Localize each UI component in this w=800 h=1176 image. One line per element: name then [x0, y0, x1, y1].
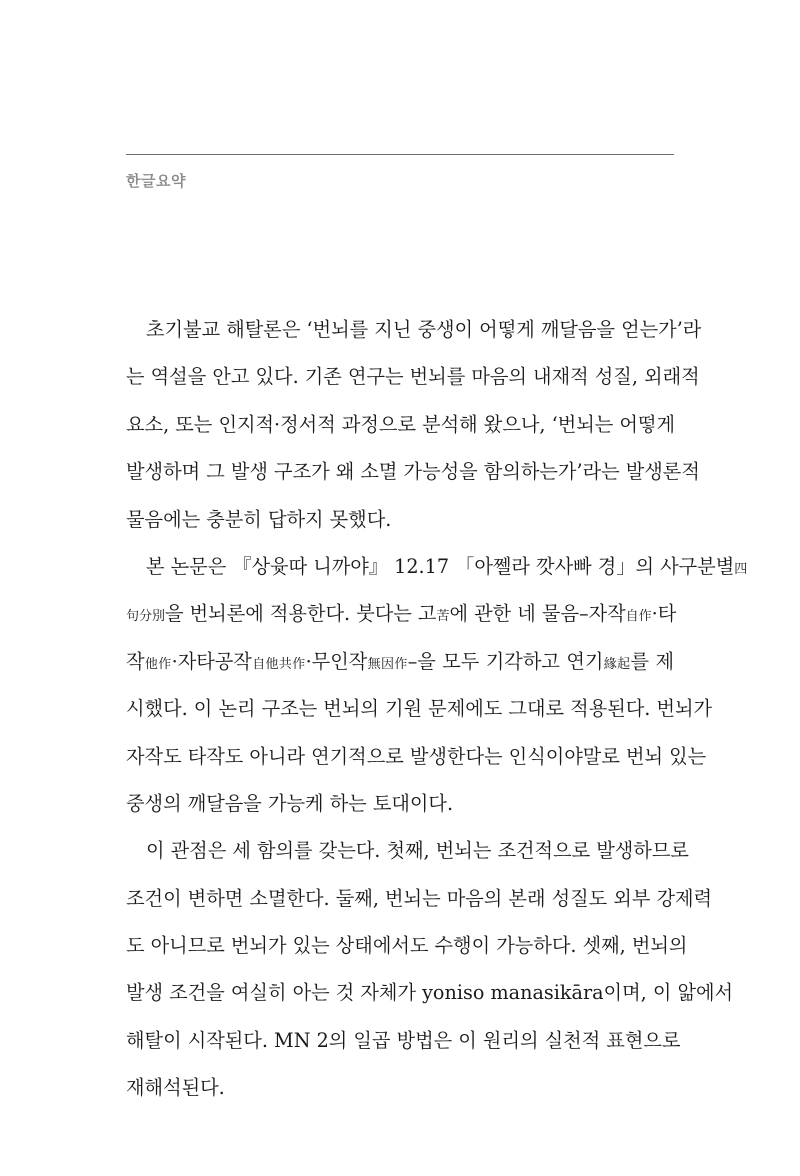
hanja-annotation: 他作 [144, 656, 172, 672]
text-line: 재해석된다. [126, 1076, 225, 1100]
text-segment: –을 모두 기각하고 연기 [407, 649, 604, 673]
text-line: 시했다. 이 논리 구조는 번뇌의 기원 문제에도 그대로 적용된다. 번뇌가 [126, 697, 713, 721]
hanja-annotation: 無因作 [367, 656, 408, 672]
text-line [126, 590, 677, 637]
text-line: 발생 조건을 여실히 아는 것 자체가 yoniso manasikāra이며, 이 앎에서 [126, 981, 734, 1005]
hanja-annotation: 四 [734, 561, 748, 577]
text-line [126, 543, 748, 590]
text-line: 조건이 변하면 소멸한다. 둘째, 번뇌는 마음의 본래 성질도 외부 강제력 [126, 886, 713, 910]
text-segment: 본 논문은 『상윳따 니까야』 12.17 「아쩰라 깟사빠 경」의 사구분별 [146, 554, 735, 578]
text-segment: 을 번뇌론에 적용한다. 붓다는 고 [165, 602, 437, 626]
text-segment: ·무인작 [305, 649, 368, 673]
hanja-annotation: 苦 [436, 609, 450, 625]
hanja-annotation: 自他共作 [251, 656, 306, 672]
text-line: 자작도 타작도 아니라 연기적으로 발생한다는 인식이야말로 번뇌 있는 [126, 744, 707, 768]
abstract-body [126, 306, 748, 1112]
text-segment: ·타 [651, 602, 677, 626]
text-line: 중생의 깨달음을 가능케 하는 토대이다. [126, 791, 454, 815]
hanja-annotation: 句分別 [126, 609, 166, 625]
header-rule [126, 154, 674, 155]
text-line: 초기불교 해탈론은 ‘번뇌를 지닌 중생이 어떻게 깨달음을 얻는가’라 [146, 318, 702, 341]
text-segment: 에 관한 네 물음–자작 [449, 602, 626, 626]
text-line: 발생하며 그 발생 구조가 왜 소멸 가능성을 함의하는가’라는 발생론적 [126, 460, 700, 484]
text-segment: ·자타공작 [171, 649, 252, 673]
text-line: 물음에는 충분히 답하지 못했다. [126, 507, 392, 531]
hanja-annotation: 自作 [625, 609, 652, 625]
hanja-annotation: 緣起 [603, 656, 631, 672]
text-segment: 작 [126, 649, 145, 673]
section-label: 한글요약 [126, 172, 186, 190]
text-line [126, 638, 674, 685]
text-line: 도 아니므로 번뇌가 있는 상태에서도 수행이 가능하다. 셋째, 번뇌의 [126, 934, 688, 958]
text-line: 는 역설을 안고 있다. 기존 연구는 번뇌를 마음의 내재적 성질, 외래적 [126, 365, 700, 389]
text-line: 요소, 또는 인지적·정서적 과정으로 분석해 왔으나, ‘번뇌는 어떻게 [126, 412, 676, 436]
text-line: 이 관점은 세 함의를 갖는다. 첫째, 번뇌는 조건적으로 발생하므로 [146, 839, 689, 863]
text-segment: 를 제 [630, 649, 674, 673]
text-line: 해탈이 시작된다. MN 2의 일곱 방법은 이 원리의 실천적 표현으로 [126, 1028, 681, 1052]
